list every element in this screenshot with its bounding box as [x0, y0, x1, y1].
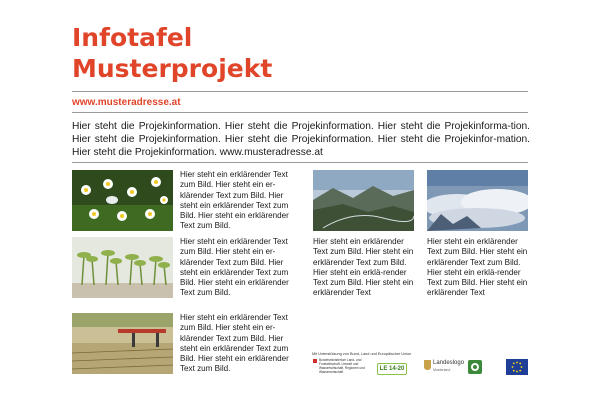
page-title [72, 22, 512, 84]
title-line-2: Musterprojekt [72, 54, 273, 83]
caption-seedlings: Hier steht ein erklärender Text zum Bild. Hier steht ein er-klärender Text zum Bild. Hier steht ein erklärender Text zum Bild. Hier steht ein erklärender Text zum Bild. [180, 237, 289, 298]
le-14-20-logo: LE 14-20 [377, 363, 407, 375]
ministry-logo-text: Bundesministerium Land- und Forstwirtschaft, Umwelt und Wasserwirtschaft, Regionen und Wasserwirtschaft [319, 358, 365, 374]
photo-daisies [72, 170, 173, 231]
project-info-text: Hier steht die Projekinformation. Hier steht die Projekinformation. Hier steht die Projekinforma-tion. Hier steht die Projekinformation. Hier steht die Projekinformation. Hier steht die Projekinfor-mation. Hier steht die Projekinformation. www.musteradresse.at [72, 121, 530, 159]
land-logo-sublabel: Musterland [433, 368, 451, 372]
divider-top [72, 91, 528, 92]
photo-mountain-valley [313, 170, 414, 231]
eu-flag-icon [506, 359, 528, 375]
austria-flag-icon [313, 359, 317, 363]
crest-icon [424, 360, 431, 370]
photo-seedlings [72, 237, 173, 298]
leader-logo-icon [468, 360, 482, 374]
land-logo-label: Landeslogo [433, 360, 465, 366]
ministry-logo [313, 359, 369, 376]
photo-clouds [427, 170, 528, 231]
title-line-1: Infotafel [72, 23, 193, 52]
caption-mountain-valley: Hier steht ein erklärender Text zum Bild. Hier steht ein erklärender Text zum Bild. Hier steht ein erklä-render Text zum Bild. Hier steht ein erklärender Text [313, 237, 414, 298]
caption-daisies: Hier steht ein erklärender Text zum Bild. Hier steht ein er-klärender Text zum Bild. Hier steht ein erklärender Text zum Bild. Hier steht ein erklärender Text zum Bild. [180, 170, 289, 231]
caption-clouds: Hier steht ein erklärender Text zum Bild. Hier steht ein erklärender Text zum Bild. Hier steht ein erklä-render Text zum Bild. Hier steht ein erklärender Text [427, 237, 528, 298]
project-url[interactable]: www.musteradresse.at [72, 97, 181, 108]
land-logo [424, 359, 465, 376]
sponsor-line: Mit Unterstützung von Bund, Land und Europäischer Union [312, 352, 412, 356]
caption-harvest: Hier steht ein erklärender Text zum Bild. Hier steht ein er-klärender Text zum Bild. Hier steht ein erklärender Text zum Bild. Hier steht ein erklärender Text zum Bild. [180, 313, 289, 374]
divider-intro [72, 162, 528, 163]
divider-url [72, 112, 528, 113]
photo-harvest [72, 313, 173, 374]
